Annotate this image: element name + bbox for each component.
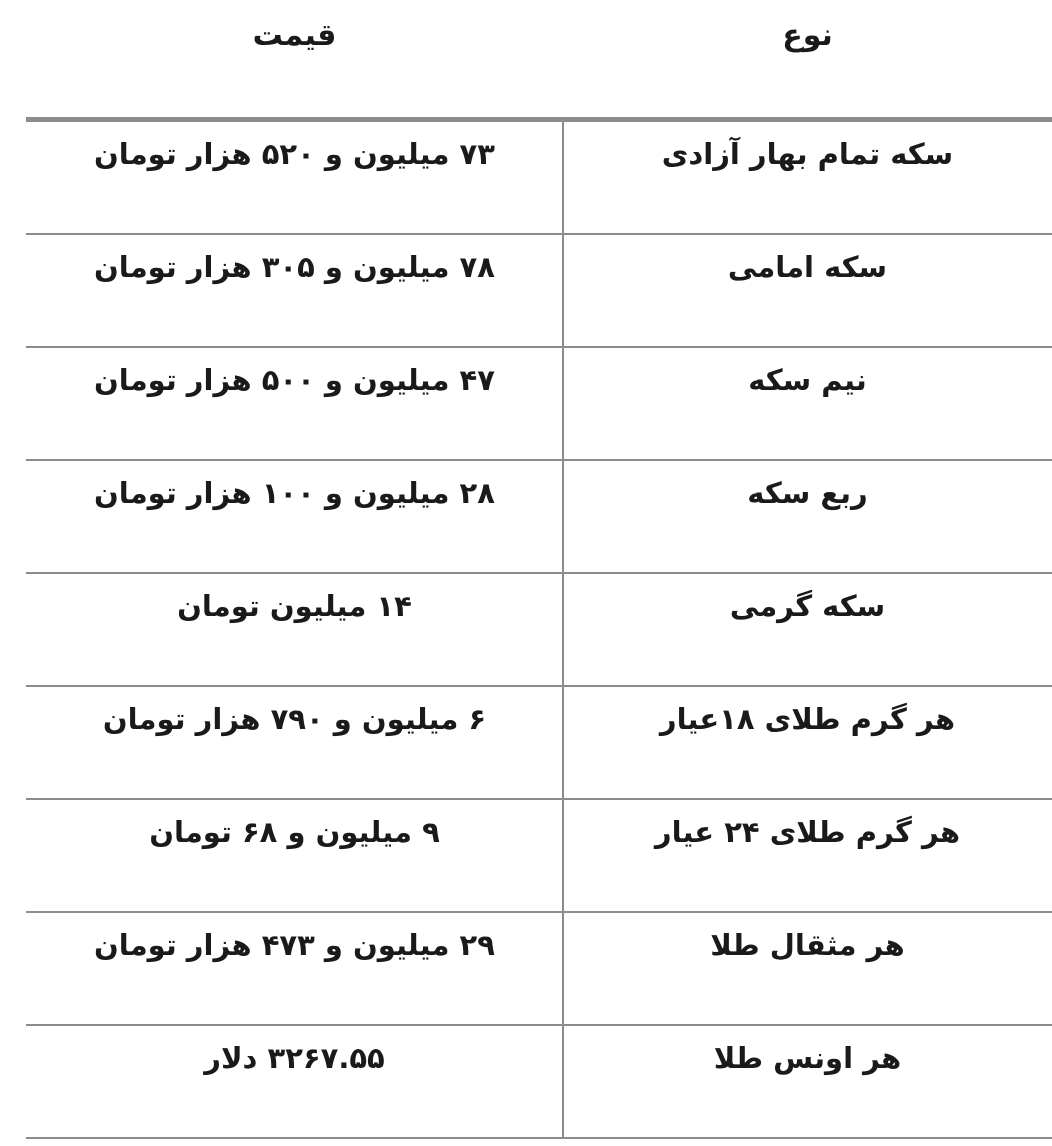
price-cell: ۲۹ میلیون و ۴۷۳ هزار تومان — [94, 928, 495, 962]
table-header-row — [0, 0, 1052, 118]
table-row — [26, 800, 1052, 913]
type-cell: سکه امامی — [727, 250, 888, 284]
table-row — [26, 348, 1052, 461]
table-row — [26, 913, 1052, 1026]
price-cell: ۶ میلیون و ۷۹۰ هزار تومان — [102, 702, 487, 736]
header-type: نوع — [782, 18, 833, 53]
price-cell: ۷۳ میلیون و ۵۲۰ هزار تومان — [94, 137, 495, 171]
price-cell: ۷۸ میلیون و ۳۰۵ هزار تومان — [94, 250, 495, 284]
table-body — [26, 122, 1052, 1139]
table-row — [26, 574, 1052, 687]
type-cell: هر اونس طلا — [713, 1041, 902, 1075]
header-price: قیمت — [252, 18, 337, 53]
price-cell: ۱۴ میلیون تومان — [177, 589, 412, 623]
type-cell: سکه گرمی — [729, 589, 886, 623]
price-cell: ۹ میلیون و ۶۸ تومان — [149, 815, 440, 849]
table-row — [26, 1026, 1052, 1139]
type-cell: هر گرم طلای ۱۸عیار — [659, 702, 956, 736]
type-cell: هر گرم طلای ۲۴ عیار — [654, 815, 961, 849]
type-cell: هر مثقال طلا — [710, 928, 905, 962]
type-cell: سکه تمام بهار آزادی — [661, 137, 954, 171]
price-cell: ۲۸ میلیون و ۱۰۰ هزار تومان — [94, 476, 495, 510]
type-cell: نیم سکه — [748, 363, 867, 397]
price-cell: ۳۲۶۷.۵۵ دلار — [204, 1041, 385, 1075]
table-row — [26, 461, 1052, 574]
price-cell: ۴۷ میلیون و ۵۰۰ هزار تومان — [94, 363, 495, 397]
table-row — [26, 687, 1052, 800]
type-cell: ربع سکه — [747, 476, 868, 510]
table-row — [26, 122, 1052, 235]
table-row — [26, 235, 1052, 348]
